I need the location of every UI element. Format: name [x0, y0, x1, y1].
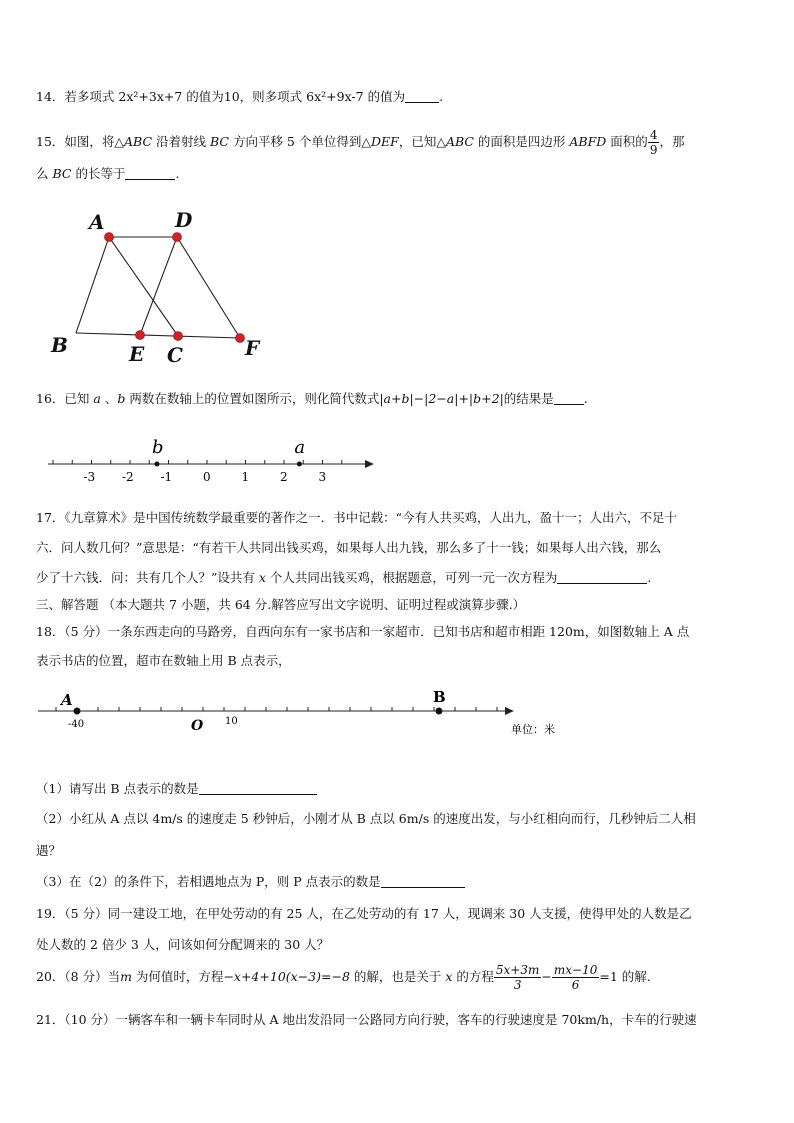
question-20: [36, 962, 651, 992]
point-label-b: b: [151, 437, 164, 458]
fraction-numerator: 4: [649, 128, 658, 142]
q20-minus: −: [541, 969, 552, 984]
point-label-a: a: [294, 437, 306, 458]
fraction-denominator: 9: [649, 143, 658, 157]
q18-sub2-line2: [36, 842, 61, 860]
q16-var-a: a: [93, 391, 101, 406]
q20-fraction-2: [552, 963, 599, 992]
label-c: C: [167, 343, 183, 367]
label-a: A: [61, 691, 73, 709]
q16-text: 16．已知: [36, 391, 94, 406]
fraction-denominator: 3: [513, 978, 522, 992]
segment-df: [177, 237, 240, 338]
q14-text: 14．若多项式 2x²+3x+7 的值为10，则多项式 6x²+9x-7 的值为: [36, 89, 406, 104]
q20-text: 的解.: [617, 969, 651, 984]
question-15-line2: [36, 165, 179, 183]
unit-label: 单位：米: [511, 723, 555, 736]
tick-label: 1: [241, 470, 250, 484]
point-f: [236, 334, 245, 343]
question-19-line2: [36, 936, 329, 954]
question-17-line1: [36, 509, 677, 527]
question-18-line2: [36, 652, 291, 670]
segment-ac: [109, 237, 178, 336]
tick-label-minus-40: -40: [68, 719, 85, 730]
q17-text: 17．《九章算术》是中国传统数学最重要的著作之一．书中记载：“今有人共买鸡，人出九，盈十一；人出六，不足十: [36, 510, 678, 525]
q14-answer-blank[interactable]: [405, 90, 439, 103]
question-15-line1: [36, 128, 684, 157]
fraction-denominator: 6: [571, 978, 580, 992]
q15-abc: ABC: [445, 134, 474, 149]
question-18-line1: [36, 623, 689, 641]
q15-text: 的面积是四边形: [473, 134, 570, 149]
point-b: [154, 462, 159, 467]
fraction-numerator: 5x+3m: [495, 963, 540, 977]
q14-period: .: [439, 89, 444, 104]
q15-answer-blank[interactable]: [125, 167, 175, 180]
q15-def: DEF: [370, 134, 399, 149]
q17-answer-blank[interactable]: [557, 571, 647, 584]
axis-arrow: [505, 707, 514, 715]
point-a: [74, 708, 81, 715]
q16-expression: |a+b|−|2−a|+|b+2|: [379, 391, 504, 406]
q20-text: 为何值时，方程: [131, 969, 224, 984]
tick-label: -3: [83, 470, 96, 484]
label-b: B: [51, 333, 68, 357]
q15-fraction: [648, 128, 660, 157]
q15-text: ，已知△: [398, 134, 446, 149]
question-19-line1: [36, 905, 692, 923]
q19-text: 处人数的 2 倍少 3 人，问该如何分配调来的 30 人？: [36, 937, 330, 952]
q15-abfd: ABFD: [569, 134, 607, 149]
tick-label-10: 10: [225, 716, 238, 727]
q20-var-x: x: [445, 969, 453, 984]
q19-text: 19．（5 分）同一建设工地，在甲处劳动的有 25 人，在乙处劳动的有 17 人，现调来 30 人支援，使得甲处的人数是乙: [36, 906, 692, 921]
label-f: F: [245, 336, 260, 360]
q18-sub1-blank[interactable]: [199, 782, 317, 795]
axis-arrow: [365, 460, 374, 468]
label-origin: O: [191, 718, 204, 734]
q17-var-x: x: [258, 570, 266, 585]
tick-label: -1: [160, 470, 173, 484]
point-e: [136, 331, 145, 340]
label-e: E: [129, 342, 145, 366]
q15-text: 沿着射线: [152, 134, 210, 149]
point-b: [436, 708, 443, 715]
point-a: [297, 462, 302, 467]
q15-text: 面积的: [606, 134, 648, 149]
point-c: [174, 332, 183, 341]
q15-bc: BC: [52, 166, 72, 181]
q15-text: 的长等于: [71, 166, 126, 181]
q18-sub2-text: 遇？: [36, 843, 62, 858]
tick-label: 2: [280, 470, 288, 484]
question-14: [36, 88, 443, 106]
q18-sub1-text: （1）请写出 B 点表示的数是: [36, 781, 199, 796]
q18-text: 表示书店的位置，超市在数轴上用 B 点表示，: [36, 653, 291, 668]
q18-sub3-blank[interactable]: [381, 875, 465, 888]
segment-de: [140, 237, 177, 335]
q15-figure: [40, 200, 280, 375]
section-title: 三、解答题 （本大题共 7 小题，共 64 分.解答应写出文字说明、证明过程或演算步骤.）: [36, 597, 526, 612]
tick-label: 3: [318, 470, 327, 484]
label-a: A: [89, 210, 105, 234]
q15-abc: ABC: [124, 134, 153, 149]
point-a: [105, 233, 114, 242]
q15-text: 么: [36, 166, 53, 181]
q18-sub2-line1: [36, 810, 696, 828]
q20-text: 20．（8 分）当: [36, 969, 121, 984]
q16-text: 的结果是: [503, 391, 554, 406]
q17-period: .: [647, 570, 652, 585]
q16-text: 两数在数轴上的位置如图所示，则化简代数式: [125, 391, 380, 406]
question-16: [36, 390, 588, 408]
tick-label: -2: [122, 470, 134, 484]
question-21-line1: [36, 1011, 697, 1029]
q16-period: .: [583, 391, 588, 406]
q21-text: 21．（10 分）一辆客车和一辆卡车同时从 A 地出发沿同一公路同方向行驶，客车的行驶速度是 70km/h，卡车的行驶速: [36, 1012, 697, 1027]
question-17-line3: [36, 569, 651, 587]
q20-text: 的方程: [452, 969, 494, 984]
label-b: B: [433, 688, 446, 706]
segment-bf: [76, 333, 240, 338]
q18-sub3-text: （3）在（2）的条件下，若相遇地点为 P，则 P 点表示的数是: [36, 874, 381, 889]
q18-sub2-text: （2）小红从 A 点以 4m/s 的速度走 5 秒钟后，小刚才从 B 点以 6m/s 的速度出发，与小红相向而行，几秒钟后二人相: [36, 811, 696, 826]
q18-number-line: [36, 682, 576, 742]
q15-bc: BC: [210, 134, 229, 149]
q16-answer-blank[interactable]: [554, 392, 584, 405]
q18-text: 18．（5 分）一条东西走向的马路旁，自西向东有一家书店和一家超市．已知书店和超市相距 120m，如图数轴上 A 点: [36, 624, 690, 639]
q20-var-m: m: [120, 969, 132, 984]
question-17-line2: [36, 539, 661, 557]
q15-period: .: [175, 166, 180, 181]
q16-text: 、: [100, 391, 118, 406]
label-d: D: [175, 208, 193, 232]
section-heading: [36, 596, 525, 614]
segment-ab: [76, 237, 109, 333]
q20-fraction-1: [494, 963, 541, 992]
q16-var-b: b: [117, 391, 126, 406]
q17-text: 个人共同出钱买鸡，根据题意，可列一元一次方程为: [265, 570, 558, 585]
q18-sub1: [36, 780, 317, 798]
q15-text: 15．如图，将△: [36, 134, 125, 149]
fraction-numerator: mx−10: [553, 963, 598, 977]
q20-text: 的解，也是关于: [349, 969, 446, 984]
q20-equation: −x+4+10(x−3)=−8: [223, 969, 350, 984]
point-d: [173, 233, 182, 242]
q20-equals-one: =1: [599, 969, 618, 984]
tick-label: 0: [203, 470, 211, 484]
q15-text: 方向平移 5 个单位得到△: [228, 134, 371, 149]
q16-number-line: [40, 433, 380, 488]
q18-sub3: [36, 873, 465, 891]
q15-text: ，那: [659, 134, 685, 149]
q17-text: 六．问人数几何？”意思是：“有若干人共同出钱买鸡，如果每人出九钱，那么多了十一钱；如果每人出六钱，那么: [36, 540, 662, 555]
q17-text: 少了十六钱．问：共有几个人？”设共有: [36, 570, 259, 585]
